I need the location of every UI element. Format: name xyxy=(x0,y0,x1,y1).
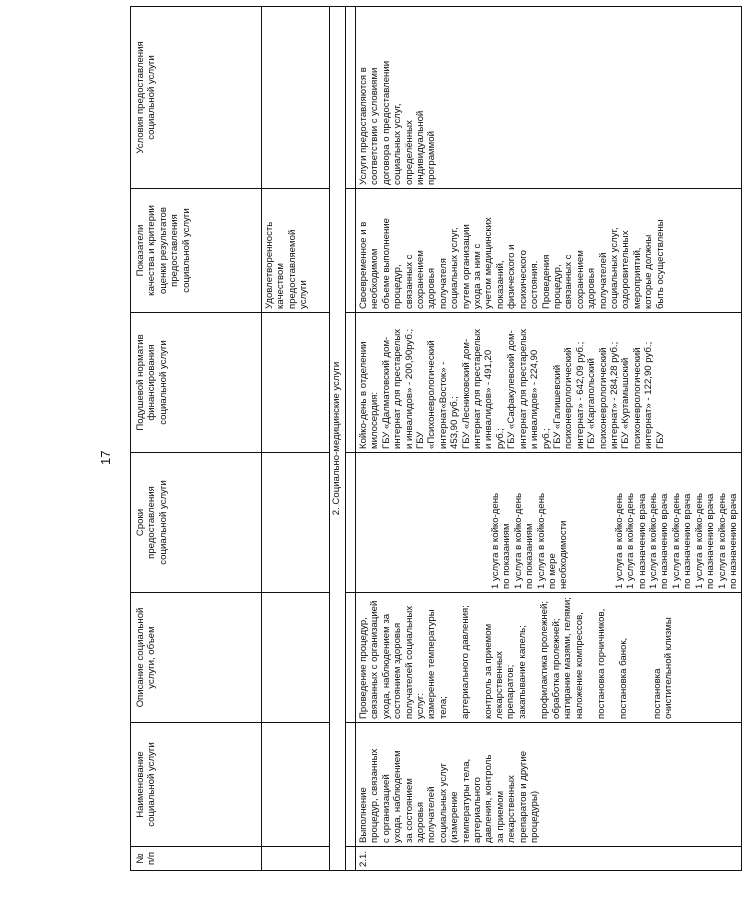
table-row xyxy=(262,7,330,871)
section-title: 2. Социально-медицинские услуги xyxy=(330,7,346,871)
header-indicators: Показатели качества и критерии оценки результатов предоставления социальной услуги xyxy=(131,189,262,313)
service-norm: Койко-день в отделении милосердия: ГБУ «Далматовский дом- интернат для престарелых и инвалидов» - 200,90руб.; ГБУ «Психоневрологический интернат«Восток» - 453,90 руб.; ГБУ «Лесниковский дом- интернат для престарелых и инвалидов» - 491,20 руб.; ГБУ «Сафакулевский дом- интернат для престарелых и инвалидов» - 224,90 руб.; ГБУ «Галишевский психоневрологический интернат» - 642,09 руб.; ГБУ «Каргапольский психоневрологический интернат» - 284,28 руб.; ГБУ «Куртамышский психоневрологический интернат» - 122,90 руб.; ГБУ xyxy=(356,313,742,453)
page-number: 17 xyxy=(98,450,113,465)
header-terms: Сроки предоставления социальной услуги xyxy=(131,453,262,593)
service-name: Выполнение процедур, связанных с организацией ухода, наблюдением за состоянием здоровья получателей социальных услуг (измерение температуры тела, артериального давления, контроль за приемом лекарственных препаратов и другие процедуры) xyxy=(356,723,742,847)
header-name: Наименование социальной услуги xyxy=(131,723,262,847)
service-conditions: Услуги предоставляются в соответствии с условиями договора о предоставлении социальных услуг, определённых индивидуальной программой xyxy=(356,7,742,189)
spacer-row xyxy=(346,7,356,871)
header-desc: Описание социальной услуги, объем xyxy=(131,593,262,723)
service-description: Проведение процедур, связанных с организацией ухода, наблюдением за состоянием здоровья получателей социальных услуг: измерение температуры тела; артериального давления; контроль за приемом лекарственных препаратов; закапывание капель; профилактика пролежней; обработка пролежней; натирание мазями, гелями; наложение компрессов, постановка горчичников, постановка банок, постановка очистительной клизмы xyxy=(356,593,742,723)
indicator-satisfaction: Удовлетворенность качеством предоставляемой услуги xyxy=(262,189,330,313)
header-conditions: Условия предоставления социальной услуги xyxy=(131,7,262,189)
service-terms: 1 услуга в койко-день по показаниям 1 услуга в койко-день по показаниям 1 услуга в койко-день по мере необходимости 1 услуга в койко-день 1 услуга в койко-день по назначению врача 1 услуга в койко-день по назначению врача 1 услуга в койко-день по назначению врача 1 услуга в койко-день по назначению врача 1 услуга в койко-день по назначению врача xyxy=(356,453,742,593)
table-row xyxy=(356,7,742,871)
services-table xyxy=(130,6,742,871)
header-norm: Подушевой норматив финансирования социальной услуги xyxy=(131,313,262,453)
service-number: 2.1. xyxy=(356,847,742,871)
service-indicators: Своевременное и в необходимом объеме выполнение процедур, связанных с сохранением здоровья получателя социальных услуг, путем организации ухода за ним с учетом медицинских показаний, физического и психического состояния. Проведения процедур, связанных с сохранением здоровья получателей социальных услуг, оздоровительных мероприятий, которые должны быть осуществлены xyxy=(356,189,742,313)
header-num: № п/п xyxy=(131,847,262,871)
header-row xyxy=(131,7,262,871)
section-row xyxy=(330,7,346,871)
